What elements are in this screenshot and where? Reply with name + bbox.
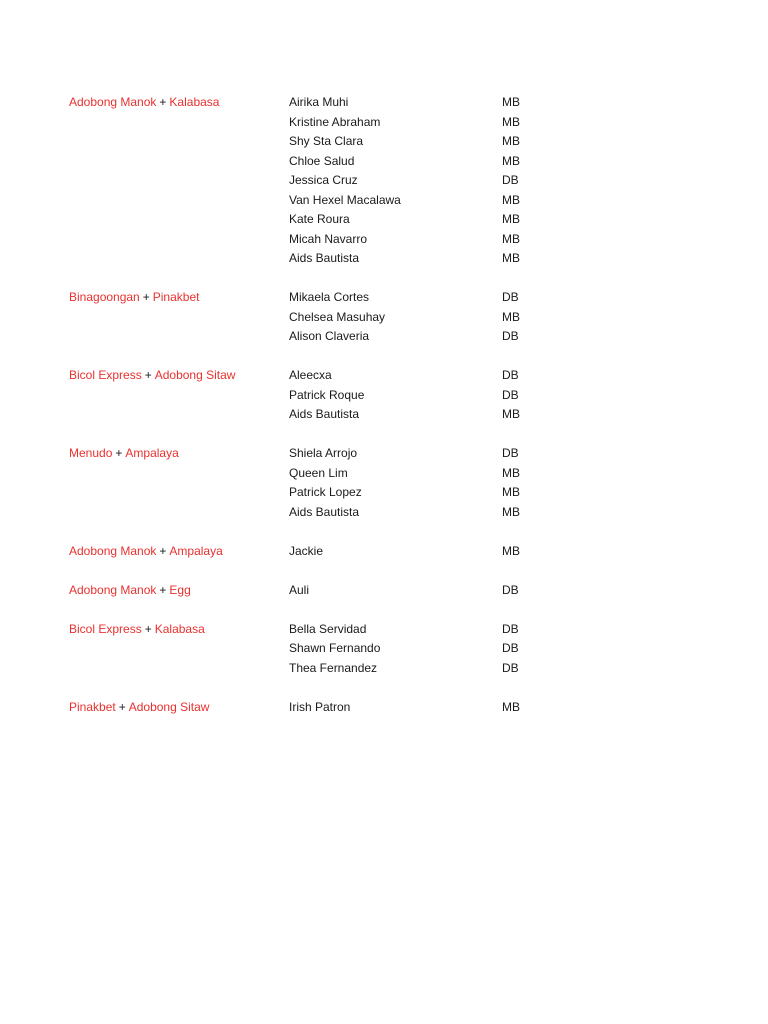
plus-sign: +: [159, 582, 167, 597]
dish-group: [0, 542, 768, 562]
member-code: DB: [502, 621, 519, 636]
dish-primary: Binagoongan: [69, 290, 140, 304]
member-code: MB: [502, 192, 520, 207]
dish-secondary: Egg: [169, 582, 191, 597]
member-row: [0, 288, 768, 308]
member-row: [0, 542, 768, 562]
dish-primary: Bicol Express: [69, 621, 142, 636]
dish-group: [0, 366, 768, 425]
member-name: Shiela Arrojo: [289, 446, 358, 460]
member-row: [0, 444, 768, 464]
plus-sign: +: [159, 95, 167, 109]
member-code: MB: [502, 699, 520, 714]
member-row: [0, 620, 768, 640]
member-row: [0, 171, 768, 191]
member-row: [0, 308, 768, 328]
dish-secondary: Ampalaya: [169, 543, 223, 558]
dish-combo: [69, 620, 205, 640]
member-name: Auli: [289, 582, 310, 597]
member-code: MB: [502, 231, 520, 246]
member-row: [0, 113, 768, 133]
member-code: MB: [502, 543, 520, 558]
member-code: DB: [502, 173, 519, 187]
member-row: [0, 483, 768, 503]
plus-sign: +: [118, 699, 126, 714]
dish-primary: Adobong Manok: [69, 95, 157, 109]
member-row: [0, 503, 768, 523]
member-name: Patrick Roque: [289, 387, 365, 402]
member-name: Aleecxa: [289, 368, 332, 382]
member-name: Aids Bautista: [289, 504, 360, 519]
member-row: [0, 210, 768, 230]
member-code: MB: [502, 309, 520, 324]
dish-secondary: Kalabasa: [169, 95, 220, 109]
member-row: [0, 405, 768, 425]
member-code: DB: [502, 641, 519, 655]
member-code: MB: [502, 114, 520, 129]
dish-primary: Bicol Express: [69, 368, 142, 382]
dish-combo: [69, 542, 223, 562]
plus-sign: +: [144, 621, 152, 636]
member-name: Shy Sta Clara: [289, 134, 364, 148]
member-code: DB: [502, 582, 519, 597]
dish-group: [0, 444, 768, 522]
member-name: Van Hexel Macalawa: [289, 192, 401, 207]
member-name: Mikaela Cortes: [289, 290, 370, 304]
dish-secondary: Adobong Sitaw: [154, 368, 236, 382]
member-code: DB: [502, 387, 519, 402]
member-code: MB: [502, 407, 520, 421]
dish-group: [0, 288, 768, 347]
member-row: [0, 659, 768, 679]
dish-primary: Adobong Manok: [69, 543, 157, 558]
dish-secondary: Adobong Sitaw: [128, 699, 210, 714]
member-code: DB: [502, 660, 519, 675]
member-name: Thea Fernandez: [289, 660, 378, 675]
dish-primary: Pinakbet: [69, 699, 116, 714]
member-name: Kristine Abraham: [289, 114, 381, 129]
member-name: Chelsea Masuhay: [289, 309, 386, 324]
member-code: MB: [502, 465, 520, 480]
dish-primary: Adobong Manok: [69, 582, 157, 597]
plus-sign: +: [159, 543, 167, 558]
member-row: [0, 698, 768, 718]
member-code: DB: [502, 446, 519, 460]
member-row: [0, 132, 768, 152]
member-name: Chloe Salud: [289, 153, 355, 168]
dish-combo: [69, 366, 235, 386]
dish-combo: [69, 444, 179, 464]
member-row: [0, 366, 768, 386]
plus-sign: +: [144, 368, 152, 382]
member-row: [0, 230, 768, 250]
member-name: Alison Claveria: [289, 329, 370, 343]
member-code: MB: [502, 251, 520, 265]
member-name: Shawn Fernando: [289, 641, 381, 655]
member-name: Irish Patron: [289, 699, 351, 714]
member-code: DB: [502, 368, 519, 382]
dish-combo: [69, 93, 219, 113]
member-name: Airika Muhi: [289, 95, 349, 109]
member-row: [0, 191, 768, 211]
dish-secondary: Ampalaya: [125, 446, 179, 460]
member-row: [0, 386, 768, 406]
order-sheet: [0, 93, 768, 737]
member-code: MB: [502, 153, 520, 168]
dish-group: [0, 620, 768, 679]
member-name: Jessica Cruz: [289, 173, 358, 187]
member-row: [0, 152, 768, 172]
member-code: MB: [502, 134, 520, 148]
dish-combo: [69, 698, 209, 718]
member-row: [0, 581, 768, 601]
member-name: Aids Bautista: [289, 407, 360, 421]
member-code: DB: [502, 329, 519, 343]
member-row: [0, 93, 768, 113]
dish-combo: [69, 288, 199, 308]
member-row: [0, 639, 768, 659]
plus-sign: +: [115, 446, 123, 460]
member-name: Kate Roura: [289, 212, 350, 226]
member-code: MB: [502, 212, 520, 226]
dish-secondary: Pinakbet: [152, 290, 200, 304]
member-row: [0, 464, 768, 484]
dish-group: [0, 93, 768, 269]
dish-secondary: Kalabasa: [154, 621, 205, 636]
member-code: MB: [502, 95, 520, 109]
member-code: MB: [502, 485, 520, 499]
plus-sign: +: [142, 290, 150, 304]
member-row: [0, 249, 768, 269]
member-code: MB: [502, 504, 520, 519]
dish-group: [0, 698, 768, 718]
member-row: [0, 327, 768, 347]
member-name: Queen Lim: [289, 465, 348, 480]
member-name: Micah Navarro: [289, 231, 368, 246]
member-code: DB: [502, 290, 519, 304]
member-name: Jackie: [289, 543, 324, 558]
dish-group: [0, 581, 768, 601]
dish-primary: Menudo: [69, 446, 113, 460]
dish-combo: [69, 581, 191, 601]
member-name: Aids Bautista: [289, 251, 360, 265]
member-name: Bella Servidad: [289, 621, 367, 636]
member-name: Patrick Lopez: [289, 485, 362, 499]
